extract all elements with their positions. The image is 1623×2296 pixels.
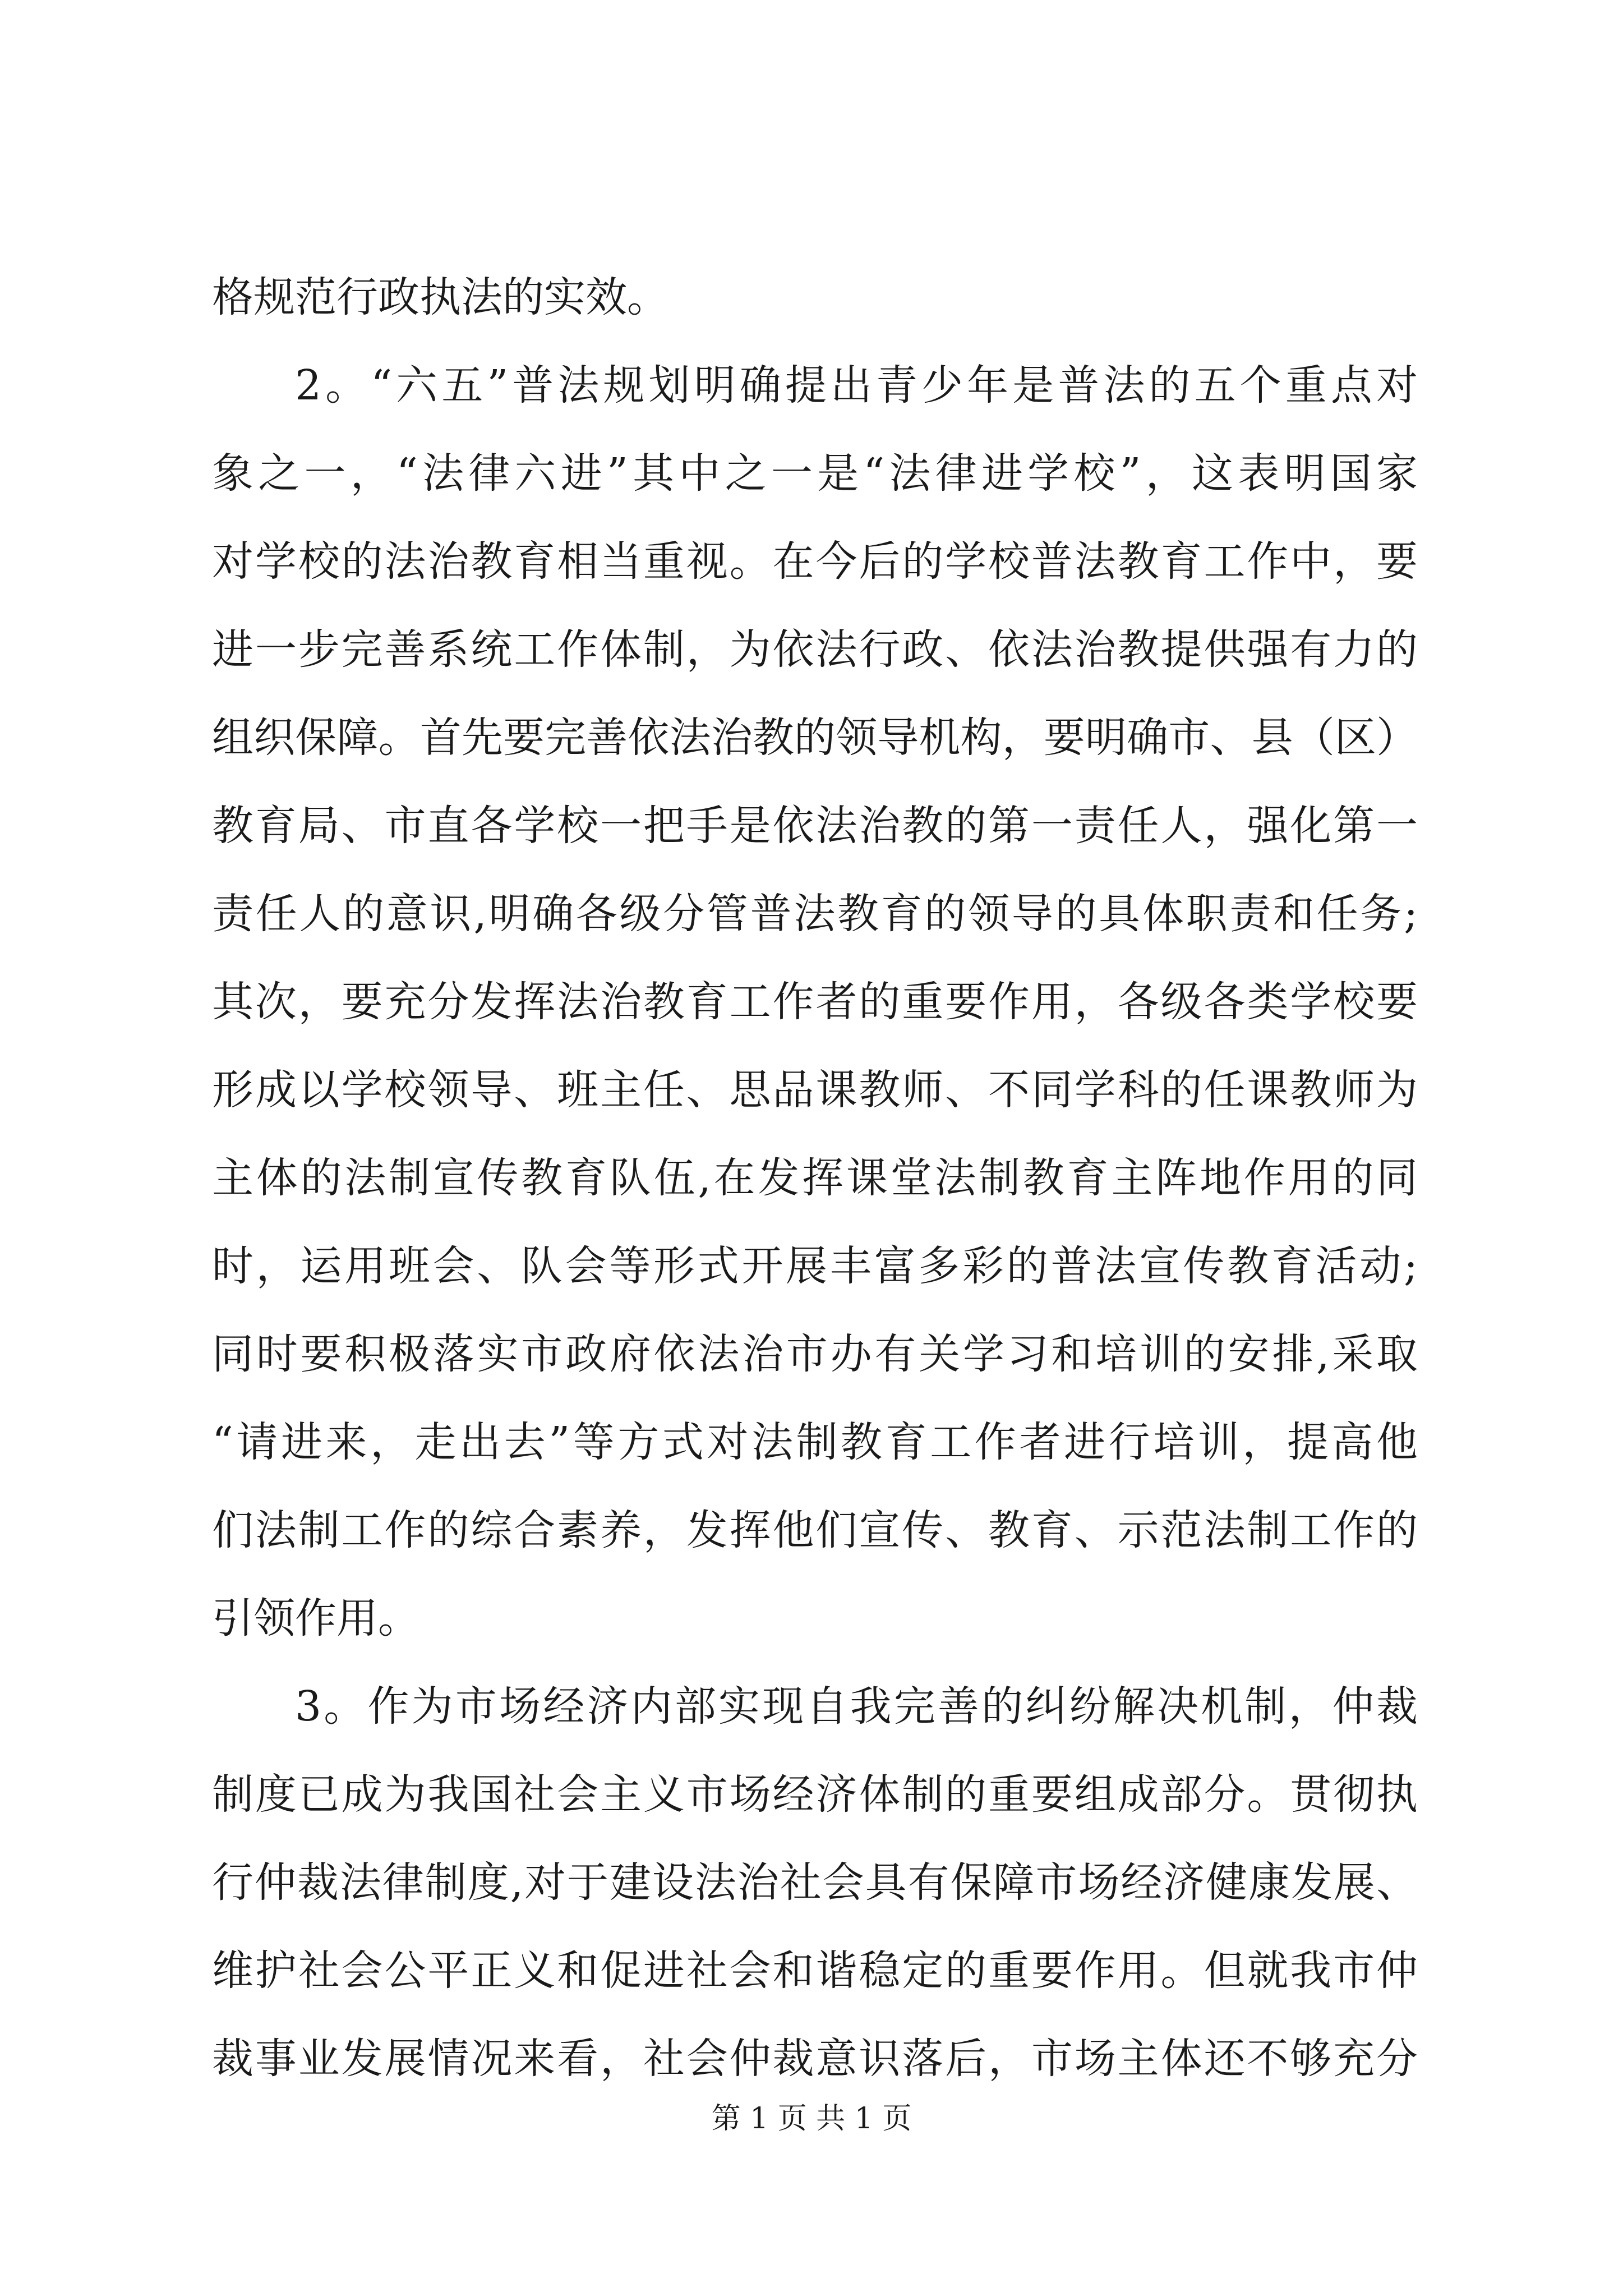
- paragraph-line: 引领作用。: [212, 1594, 419, 1642]
- page-number: 第 1 页 共 1 页: [711, 2102, 912, 2136]
- paragraph-line: 组织保障。首先要完善依法治教的领导机构，要明确市、县（区）: [212, 714, 1418, 762]
- paragraph-line: 教育局、市直各学校一把手是依法治教的第一责任人，强化第一: [212, 802, 1418, 850]
- paragraph-line: 3。作为市场经济内部实现自我完善的纠纷解决机制，仲裁: [295, 1682, 1418, 1731]
- paragraph-line: 形成以学校领导、班主任、思品课教师、不同学科的任课教师为: [212, 1066, 1418, 1114]
- paragraph-line: 时，运用班会、队会等形式开展丰富多彩的普法宣传教育活动;: [212, 1242, 1418, 1290]
- body-text: [212, 254, 1418, 2103]
- paragraph-line: 2。“六五”普法规划明确提出青少年是普法的五个重点对: [295, 361, 1418, 409]
- paragraph-line: 责任人的意识,明确各级分管普法教育的领导的具体职责和任务;: [212, 890, 1418, 938]
- paragraph-line: 同时要积极落实市政府依法治市办有关学习和培训的安排,采取: [212, 1330, 1418, 1378]
- paragraph-line: 对学校的法治教育相当重视。在今后的学校普法教育工作中，要: [212, 537, 1418, 586]
- page-footer: [0, 2099, 1623, 2138]
- paragraph-line: 格规范行政执法的实效。: [212, 273, 668, 321]
- paragraph-line: 进一步完善系统工作体制，为依法行政、依法治教提供强有力的: [212, 625, 1418, 674]
- paragraph-line: 象之一，“法律六进”其中之一是“法律进学校”，这表明国家: [212, 449, 1418, 498]
- paragraph-line: 维护社会公平正义和促进社会和谐稳定的重要作用。但就我市仲: [212, 1947, 1418, 1995]
- paragraph-line: 行仲裁法律制度,对于建设法治社会具有保障市场经济健康发展、: [212, 1858, 1418, 1907]
- paragraph-line: 们法制工作的综合素养，发挥他们宣传、教育、示范法制工作的: [212, 1506, 1418, 1554]
- paragraph-line: 主体的法制宣传教育队伍,在发挥课堂法制教育主阵地作用的同: [212, 1154, 1418, 1202]
- paragraph-line: 制度已成为我国社会主义市场经济体制的重要组成部分。贯彻执: [212, 1770, 1418, 1819]
- paragraph-line: 其次，要充分发挥法治教育工作者的重要作用，各级各类学校要: [212, 978, 1418, 1026]
- paragraph-line: 裁事业发展情况来看，社会仲裁意识落后，市场主体还不够充分: [212, 2035, 1418, 2083]
- paragraph-line: “请进来，走出去”等方式对法制教育工作者进行培训，提高他: [212, 1418, 1418, 1466]
